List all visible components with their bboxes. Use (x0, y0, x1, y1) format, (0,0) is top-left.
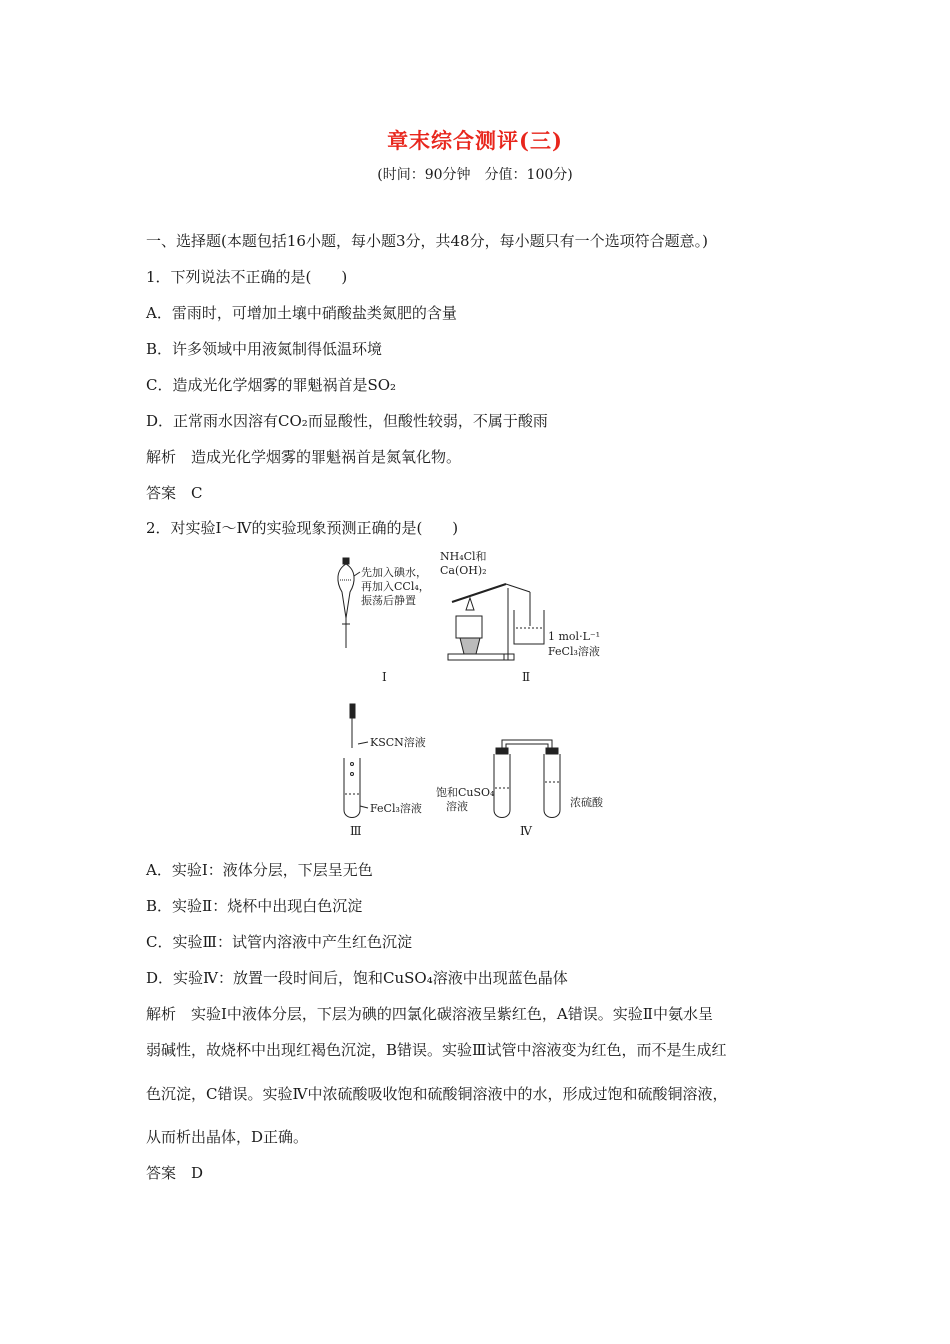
section-heading: 一、选择题(本题包括16小题，每小题3分，共48分，每小题只有一个选项符合题意。) (146, 232, 708, 250)
dropper-test-tube-icon (344, 704, 360, 818)
exp1-label-line3: 振荡后静置 (361, 594, 416, 607)
q2-option-d: D．实验Ⅳ：放置一段时间后，饱和CuSO₄溶液中出现蓝色晶体 (146, 969, 568, 987)
q2-option-c: C．实验Ⅲ：试管内溶液中产生红色沉淀 (146, 933, 412, 951)
q1-option-c: C．造成光化学烟雾的罪魁祸首是SO₂ (146, 376, 397, 394)
exp4-label-acid: 浓硫酸 (570, 796, 603, 809)
q2-analysis-line2: 弱碱性，故烧杯中出现红褐色沉淀，B错误。实验Ⅲ试管中溶液变为红色，而不是生成红 (146, 1041, 727, 1059)
exp1-label-line2: 再加入CCl₄， (361, 580, 430, 593)
exp2-label-reactants-1: NH₄Cl和 (440, 550, 487, 563)
exp4-label-solution-2: 溶液 (446, 800, 468, 813)
exp2-number: Ⅱ (522, 670, 531, 684)
q1-answer: 答案 C (146, 484, 203, 502)
exp4-label-solution-1: 饱和CuSO₄ (436, 786, 495, 799)
exp2-label-concentration: 1 mol·L⁻¹ (548, 630, 601, 643)
q2-analysis-line1: 解析 实验Ⅰ中液体分层，下层为碘的四氯化碳溶液呈紫红色，A错误。实验Ⅱ中氨水呈 (146, 1005, 713, 1023)
exp3-number: Ⅲ (350, 824, 362, 838)
q2-answer: 答案 D (146, 1164, 204, 1182)
exp1-label-line1: 先加入碘水， (361, 566, 427, 579)
exp4-number: Ⅳ (520, 824, 532, 838)
exp1-number: Ⅰ (382, 670, 387, 684)
q2-option-a: A．实验Ⅰ：液体分层，下层呈无色 (146, 861, 373, 879)
exp3-label-reagent: KSCN溶液 (370, 736, 426, 749)
q1-option-a: A．雷雨时，可增加土壤中硝酸盐类氮肥的含量 (146, 304, 457, 322)
heating-apparatus-icon (448, 584, 544, 660)
q2-analysis-line3: 色沉淀，C错误。实验Ⅳ中浓硫酸吸收饱和硫酸铜溶液中的水，形成过饱和硫酸铜溶液， (146, 1085, 728, 1103)
connected-tubes-icon (494, 740, 560, 818)
page-subtitle: (时间：90分钟 分值：100分) (377, 167, 573, 183)
q1-stem: 1．下列说法不正确的是( ) (146, 268, 348, 286)
q1-option-d: D．正常雨水因溶有CO₂而显酸性，但酸性较弱，不属于酸雨 (146, 412, 548, 430)
q2-analysis-line4: 从而析出晶体，D正确。 (146, 1128, 309, 1146)
exp2-label-solution: FeCl₃溶液 (548, 645, 600, 658)
q1-option-b: B．许多领域中用液氮制得低温环境 (146, 340, 383, 358)
q2-option-b: B．实验Ⅱ：烧杯中出现白色沉淀 (146, 897, 363, 915)
page-title: 章末综合测评(三) (387, 128, 563, 153)
q1-analysis: 解析 造成光化学烟雾的罪魁祸首是氮氧化物。 (146, 448, 462, 466)
experiment-figure (330, 548, 620, 848)
separatory-funnel-icon (338, 558, 354, 648)
exp3-label-solution: FeCl₃溶液 (370, 802, 422, 815)
exp2-label-reactants-2: Ca(OH)₂ (440, 564, 487, 577)
q2-stem: 2．对实验Ⅰ～Ⅳ的实验现象预测正确的是( ) (146, 519, 459, 537)
